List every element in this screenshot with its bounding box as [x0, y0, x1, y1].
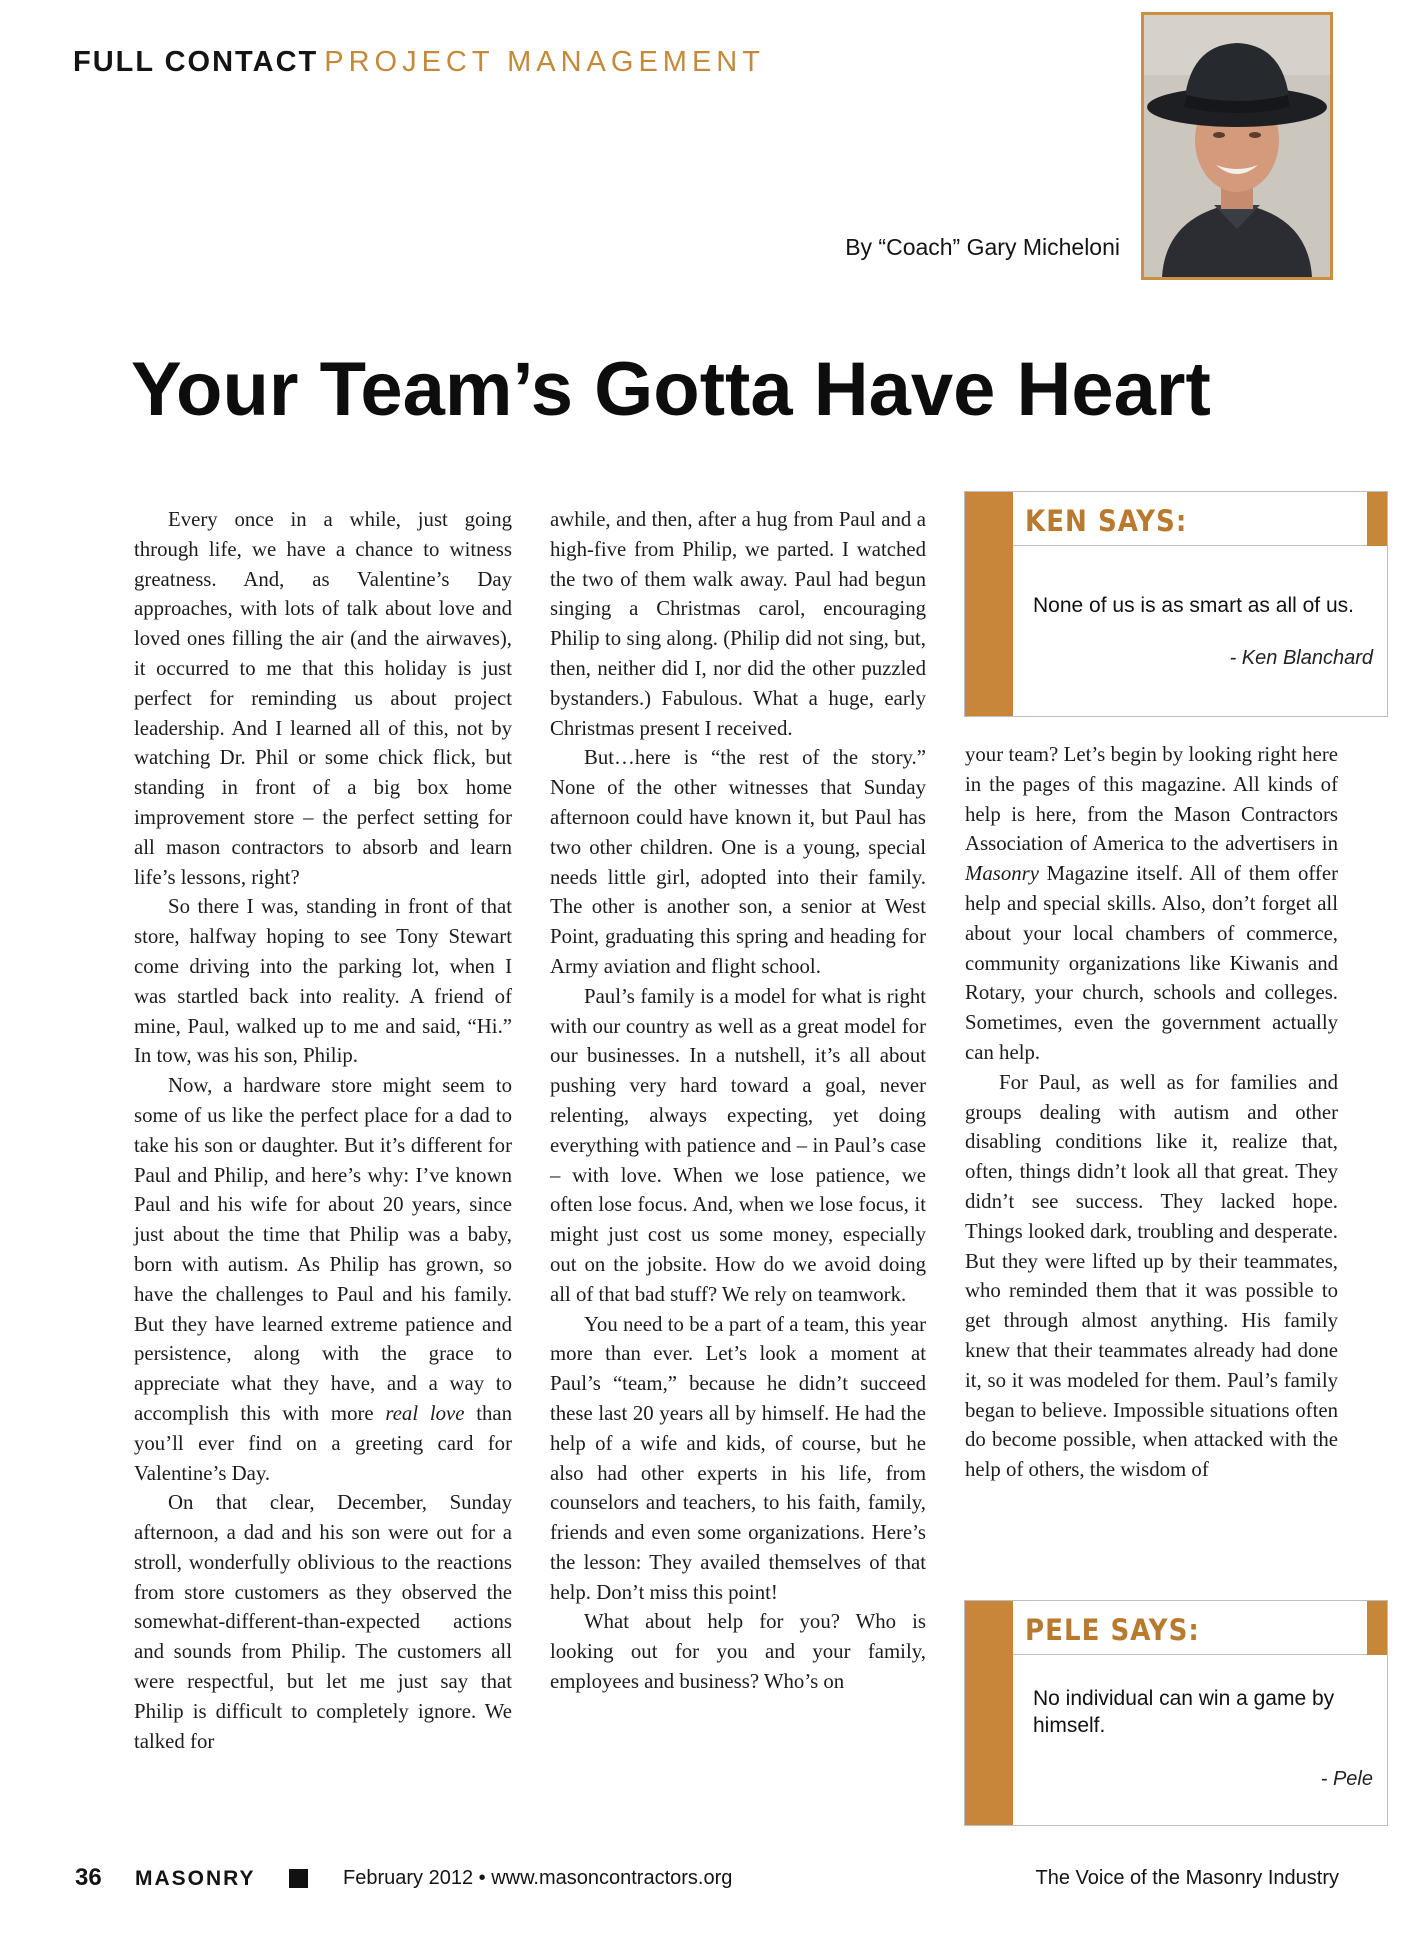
- quote-text: None of us is as smart as all of us.: [1033, 594, 1354, 617]
- emphasis: Masonry: [965, 862, 1039, 886]
- magazine-name: MASONRY: [135, 1867, 256, 1890]
- quote-title: KEN SAYS:: [1025, 504, 1188, 538]
- paragraph: Paul’s family is a model for what is right with our country as well as a great model for our businesses. In a nutshell, it’s all about pushing very hard toward a goal, never relenting, always expecting, yet doing everything with patience and – in Paul’s case – with love. When we lose patience, we often lose focus. And, when we lose focus, it might just cost us some money, especially out on the jobsite. How do we avoid doing all of that bad stuff? We rely on teamwork.: [550, 984, 926, 1306]
- paragraph: So there I was, standing in front of that store, halfway hoping to see Tony Stewart come driving into the parking lot, when I was startled back into reality. A friend of mine, Paul, walked up to me and said, “Hi.” In tow, was his son, Philip.: [134, 895, 512, 1068]
- author-photo: [1141, 12, 1333, 280]
- page-number: 36: [75, 1864, 102, 1891]
- quote-author: - Pele: [1320, 1768, 1373, 1790]
- divider: [1013, 1654, 1367, 1655]
- accent-bar: [965, 1601, 1013, 1825]
- article-column-2: [550, 505, 926, 1697]
- quote-title: PELE SAYS:: [1025, 1613, 1200, 1647]
- kicker-light: PROJECT MANAGEMENT: [324, 46, 765, 78]
- article-column-1: [134, 505, 512, 1756]
- paragraph: For Paul, as well as for families and groups dealing with autism and other disabling conditions like it, realize that, often, things didn’t look all that great. They didn’t see success. They lacked hope. Things looked dark, troubling and desperate. But they were lifted up by their teammates, who reminded them that it was possible to get through almost anything. His family knew that their teammates already had done it, so it was modeled for them. Paul’s family began to believe. Impossible situations often do become possible, when attacked with the help of others, the wisdom of: [965, 1070, 1338, 1482]
- paragraph: You need to be a part of a team, this year more than ever. Let’s look a moment at Paul’s “team,” because he didn’t succeed these last 20 years all by himself. He had the help of a wife and kids, of course, but he also had other experts in his life, from counselors and teachers, to his faith, family, friends and even some organizations. Here’s the lesson: They availed themselves of that help. Don’t miss this point!: [550, 1312, 926, 1604]
- article-column-3: [965, 740, 1338, 1485]
- accent-tab: [1367, 1601, 1387, 1655]
- paragraph: Every once in a while, just going through life, we have a chance to witness greatness. And, as Valentine’s Day approaches, with lots of talk about love and loved ones filling the air (and the airwaves), it occurred to me that this holiday is just perfect for reminding us about project leadership. And I learned all of this, not by watching Dr. Phil or some chick flick, but standing in front of a big box home improvement store – the perfect setting for all mason contractors to absorb and learn life’s lessons, right?: [134, 508, 512, 889]
- section-kicker: [73, 46, 765, 79]
- byline: By “Coach” Gary Micheloni: [845, 234, 1120, 260]
- paragraph: What about help for you? Who is looking out for you and your family, employees and business? Who’s on: [550, 1610, 926, 1694]
- text-run: your team? Let’s begin by looking right here in the pages of this magazine. All kinds of help is here, from the Mason Contractors Association of America to the advertisers in: [965, 743, 1338, 856]
- headline: Your Team’s Gotta Have Heart: [131, 347, 1211, 432]
- paragraph: But…here is “the rest of the story.” None of the other witnesses that Sunday afternoon could have known it, but Paul has two other children. One is a young, special needs little girl, adopted into their family. The other is another son, a senior at West Point, graduating this spring and heading for Army aviation and flight school.: [550, 746, 926, 978]
- accent-bar: [965, 492, 1013, 716]
- emphasis: real love: [385, 1401, 465, 1425]
- paragraph: [134, 1071, 512, 1488]
- quote-author: - Ken Blanchard: [1229, 647, 1373, 669]
- text-run: Magazine itself. All of them offer help and special skills. Also, don’t forget all about your local chambers of commerce, community organizations like Kiwanis and Rotary, your church, schools and colleges. Sometimes, even the government actually can help.: [965, 862, 1338, 1064]
- text-run: than you’ll ever find on a greeting card for Valentine’s Day.: [134, 1401, 513, 1485]
- quote-text: No individual can win a game by himself.: [1033, 1687, 1335, 1737]
- paragraph: awhile, and then, after a hug from Paul and a high-five from Philip, we parted. I watched the two of them walk away. Paul had begun singing a Christmas carol, encouraging Philip to sing along. (Philip did not sing, but, then, neither did I, nor did the other puzzled bystanders.) Fabulous. What a huge, early Christmas present I received.: [550, 508, 926, 740]
- paragraph: On that clear, December, Sunday afternoon, a dad and his son were out for a stroll, wonderfully oblivious to the reactions from store customers as they observed the somewhat-different-than-expected actions and sounds from Philip. The customers all were respectful, but let me just say that Philip is difficult to completely ignore. We talked for: [134, 1491, 512, 1753]
- quote-box-pele: [964, 1600, 1388, 1826]
- kicker-bold: FULL CONTACT: [73, 46, 319, 78]
- paragraph: [965, 740, 1338, 1068]
- magazine-tagline: The Voice of the Masonry Industry: [1035, 1867, 1339, 1889]
- text-run: Now, a hardware store might seem to some of us like the perfect place for a dad to take his son or daughter. But it’s different for Paul and Philip, and here’s why: I’ve known Paul and his wife for about 20 years, since just about the time that Philip was a baby, born with autism. As Philip has grown, so have the challenges to Paul and his family. But they have learned extreme patience and persistence, along with the grace to appreciate what they have, and a way to accomplish this with more: [134, 1074, 512, 1425]
- issue-date-url: February 2012 • www.masoncontractors.org: [343, 1867, 733, 1889]
- divider: [1013, 545, 1367, 546]
- author-portrait-illustration: [1144, 15, 1330, 277]
- accent-tab: [1367, 492, 1387, 546]
- square-bullet-icon: [289, 1869, 308, 1888]
- quote-box-ken: [964, 491, 1388, 717]
